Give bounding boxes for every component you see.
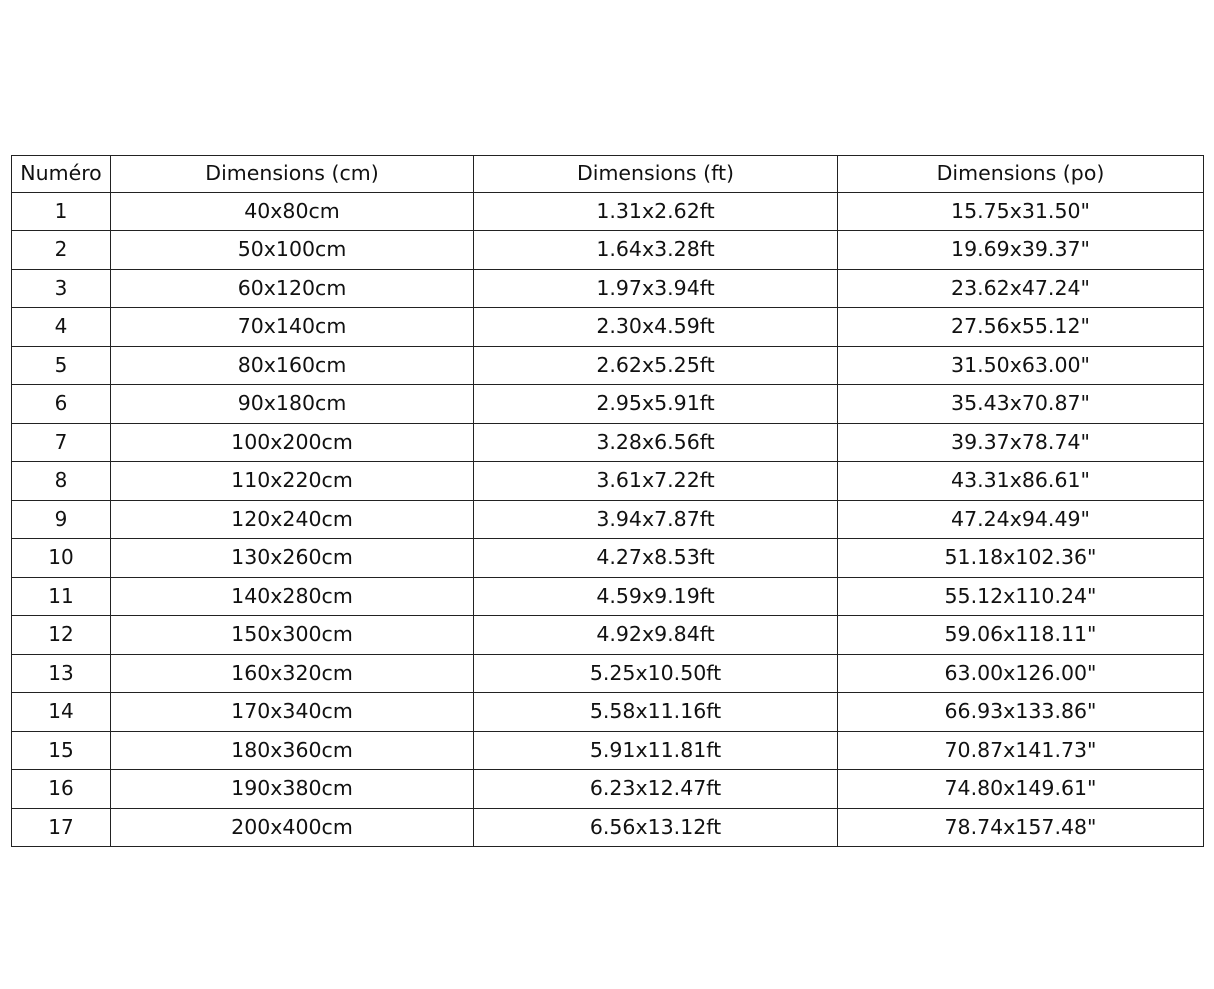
cell-dimensions-po: 55.12x110.24" [838,577,1204,616]
table-header-row [12,156,1204,193]
cell-dimensions-ft: 2.30x4.59ft [474,308,838,347]
cell-dimensions-po: 59.06x118.11" [838,616,1204,655]
cell-dimensions-cm: 200x400cm [111,808,474,847]
table-row [12,231,1204,270]
table-row [12,423,1204,462]
cell-dimensions-ft: 4.92x9.84ft [474,616,838,655]
cell-dimensions-ft: 3.28x6.56ft [474,423,838,462]
cell-dimensions-ft: 1.64x3.28ft [474,231,838,270]
table-row [12,616,1204,655]
cell-dimensions-ft: 3.61x7.22ft [474,462,838,501]
cell-numero: 15 [12,731,111,770]
cell-numero: 10 [12,539,111,578]
cell-dimensions-cm: 100x200cm [111,423,474,462]
cell-dimensions-ft: 2.95x5.91ft [474,385,838,424]
cell-dimensions-po: 74.80x149.61" [838,770,1204,809]
cell-dimensions-ft: 1.97x3.94ft [474,269,838,308]
cell-dimensions-cm: 40x80cm [111,192,474,231]
column-header-dimensions-ft: Dimensions (ft) [474,156,838,193]
cell-numero: 17 [12,808,111,847]
cell-dimensions-po: 27.56x55.12" [838,308,1204,347]
cell-dimensions-cm: 160x320cm [111,654,474,693]
cell-dimensions-po: 15.75x31.50" [838,192,1204,231]
cell-dimensions-ft: 3.94x7.87ft [474,500,838,539]
table-row [12,385,1204,424]
table-row [12,693,1204,732]
column-header-dimensions-cm: Dimensions (cm) [111,156,474,193]
table-row [12,577,1204,616]
cell-numero: 3 [12,269,111,308]
cell-dimensions-po: 31.50x63.00" [838,346,1204,385]
cell-dimensions-cm: 170x340cm [111,693,474,732]
table-row [12,654,1204,693]
table-row [12,731,1204,770]
table-row [12,770,1204,809]
cell-dimensions-ft: 4.27x8.53ft [474,539,838,578]
table-row [12,269,1204,308]
cell-dimensions-po: 23.62x47.24" [838,269,1204,308]
cell-dimensions-cm: 190x380cm [111,770,474,809]
cell-dimensions-po: 19.69x39.37" [838,231,1204,270]
cell-numero: 13 [12,654,111,693]
cell-numero: 4 [12,308,111,347]
dimensions-table-wrapper [11,155,1203,847]
cell-dimensions-po: 78.74x157.48" [838,808,1204,847]
table-row [12,462,1204,501]
table-row [12,192,1204,231]
cell-numero: 5 [12,346,111,385]
cell-dimensions-cm: 120x240cm [111,500,474,539]
table-row [12,308,1204,347]
column-header-numero: Numéro [12,156,111,193]
cell-numero: 12 [12,616,111,655]
cell-dimensions-po: 63.00x126.00" [838,654,1204,693]
table-header [12,156,1204,193]
cell-numero: 14 [12,693,111,732]
cell-dimensions-po: 66.93x133.86" [838,693,1204,732]
cell-dimensions-ft: 5.58x11.16ft [474,693,838,732]
cell-dimensions-cm: 180x360cm [111,731,474,770]
cell-numero: 2 [12,231,111,270]
cell-numero: 6 [12,385,111,424]
cell-dimensions-cm: 80x160cm [111,346,474,385]
cell-dimensions-ft: 1.31x2.62ft [474,192,838,231]
cell-dimensions-cm: 70x140cm [111,308,474,347]
cell-dimensions-po: 51.18x102.36" [838,539,1204,578]
column-header-dimensions-po: Dimensions (po) [838,156,1204,193]
cell-dimensions-ft: 2.62x5.25ft [474,346,838,385]
cell-dimensions-ft: 5.25x10.50ft [474,654,838,693]
dimensions-table [11,155,1204,847]
cell-dimensions-po: 39.37x78.74" [838,423,1204,462]
cell-dimensions-po: 47.24x94.49" [838,500,1204,539]
cell-dimensions-cm: 60x120cm [111,269,474,308]
cell-dimensions-cm: 140x280cm [111,577,474,616]
table-row [12,539,1204,578]
cell-dimensions-cm: 50x100cm [111,231,474,270]
cell-dimensions-ft: 6.56x13.12ft [474,808,838,847]
cell-numero: 1 [12,192,111,231]
cell-dimensions-ft: 4.59x9.19ft [474,577,838,616]
cell-dimensions-po: 70.87x141.73" [838,731,1204,770]
cell-dimensions-ft: 5.91x11.81ft [474,731,838,770]
cell-dimensions-cm: 90x180cm [111,385,474,424]
cell-numero: 8 [12,462,111,501]
cell-dimensions-cm: 110x220cm [111,462,474,501]
cell-dimensions-cm: 130x260cm [111,539,474,578]
cell-dimensions-po: 43.31x86.61" [838,462,1204,501]
cell-numero: 9 [12,500,111,539]
cell-numero: 11 [12,577,111,616]
table-row [12,808,1204,847]
table-body [12,192,1204,847]
cell-numero: 16 [12,770,111,809]
cell-numero: 7 [12,423,111,462]
cell-dimensions-po: 35.43x70.87" [838,385,1204,424]
cell-dimensions-cm: 150x300cm [111,616,474,655]
table-row [12,346,1204,385]
cell-dimensions-ft: 6.23x12.47ft [474,770,838,809]
table-row [12,500,1204,539]
